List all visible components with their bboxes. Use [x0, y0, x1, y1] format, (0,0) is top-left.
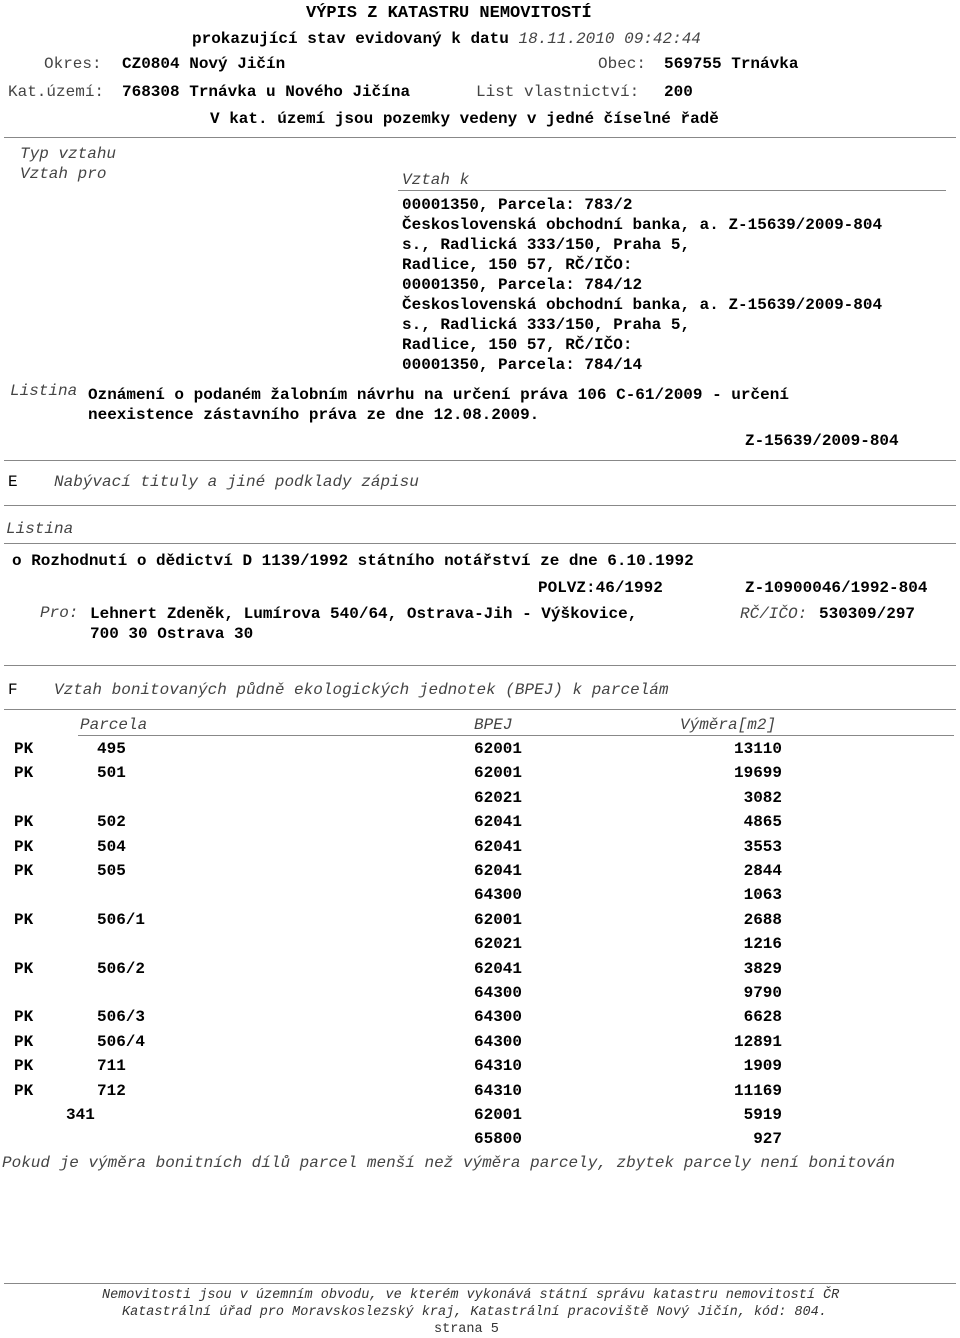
state-date-line [192, 29, 701, 49]
row-vymera: 3082 [743, 789, 782, 807]
row-vymera: 19699 [733, 764, 782, 782]
section-divider [4, 460, 956, 461]
section-e-title: Nabývací tituly a jiné podklady zápisu [54, 473, 419, 491]
row-parcela: 506/2 [97, 960, 146, 978]
row-bpej: 65800 [474, 1130, 523, 1148]
page-number: strana 5 [434, 1322, 499, 1337]
relation-for-label: Vztah pro [20, 165, 107, 183]
row-pk-marker: PK [14, 838, 34, 856]
decision-ref: Z-10900046/1992-804 [745, 579, 928, 597]
row-parcela: 495 [97, 740, 126, 758]
relation-line: 00001350, Parcela: 784/14 [402, 356, 643, 374]
row-bpej: 62001 [474, 740, 523, 758]
state-date-prefix: prokazující stav evidovaný k datu [192, 30, 509, 48]
relation-line: s., Radlická 333/150, Praha 5, [402, 316, 691, 334]
section-divider [4, 709, 956, 710]
row-bpej: 62041 [474, 838, 523, 856]
row-pk-marker: PK [14, 862, 34, 880]
rc-label: RČ/IČO: [740, 605, 808, 623]
state-date-value: 18.11.2010 09:42:44 [518, 30, 701, 48]
row-vymera: 2688 [743, 911, 782, 929]
row-pk-marker: PK [14, 1008, 34, 1026]
row-pk-marker: PK [14, 960, 34, 978]
table-header-divider [78, 735, 954, 736]
row-vymera: 4865 [743, 813, 782, 831]
obec-label: Obec: [598, 55, 647, 73]
row-vymera: 6628 [743, 1008, 782, 1026]
row-vymera: 1216 [743, 935, 782, 953]
row-bpej: 62041 [474, 960, 523, 978]
row-parcela: 504 [97, 838, 126, 856]
row-pk-marker: PK [14, 1033, 34, 1051]
relation-type-label: Typ vztahu [20, 145, 117, 163]
inheritance-decision: o Rozhodnutí o dědictví D 1139/1992 státního notářství ze dne 6.10.1992 [12, 552, 694, 570]
row-bpej: 62041 [474, 862, 523, 880]
row-pk-marker: PK [14, 764, 34, 782]
row-pk-marker: PK [14, 1057, 34, 1075]
okres-value: CZ0804 Nový Jičín [122, 55, 286, 73]
footer-divider [4, 1283, 956, 1284]
row-bpej: 62041 [474, 813, 523, 831]
column-header-vymera: Výměra[m2] [680, 716, 777, 734]
row-pk-marker: PK [14, 813, 34, 831]
row-pk-marker: PK [14, 740, 34, 758]
katuzemi-value: 768308 Trnávka u Nového Jičína [122, 83, 411, 101]
relation-listina-label: Listina [10, 382, 78, 400]
relation-line: Radlice, 150 57, RČ/IČO: [402, 256, 633, 274]
obec-value: 569755 Trnávka [664, 55, 799, 73]
owner-name: Lehnert Zdeněk, Lumírova 540/64, Ostrava-Jih - Výškovice, [90, 605, 638, 623]
section-f-letter: F [8, 681, 18, 699]
row-vymera: 1909 [743, 1057, 782, 1075]
row-parcela: 501 [97, 764, 126, 782]
document-title: VÝPIS Z KATASTRU NEMOVITOSTÍ [306, 4, 592, 23]
column-header-parcela: Parcela [80, 716, 148, 734]
row-vymera: 3829 [743, 960, 782, 978]
row-bpej: 64300 [474, 984, 523, 1002]
footer-line-2: Katastrální úřad pro Moravskoslezský kraj, Katastrální pracoviště Nový Jičín, kód: 804. [122, 1305, 827, 1320]
row-bpej: 64300 [474, 1008, 523, 1026]
header-divider [4, 137, 956, 138]
relation-divider [398, 190, 946, 191]
row-bpej: 64300 [474, 886, 523, 904]
row-vymera: 927 [753, 1130, 782, 1148]
row-bpej: 62021 [474, 935, 523, 953]
row-bpej: 62001 [474, 764, 523, 782]
okres-label: Okres: [44, 55, 102, 73]
row-bpej: 64310 [474, 1082, 523, 1100]
footer-line-1: Nemovitosti jsou v územním obvodu, ve kterém vykonává státní správu katastru nemovitostí ČR [102, 1288, 840, 1303]
row-vymera: 11169 [733, 1082, 782, 1100]
numbering-note: V kat. území jsou pozemky vedeny v jedné číselné řadě [210, 110, 719, 128]
section-divider [4, 665, 956, 666]
row-parcela: 506/4 [97, 1033, 146, 1051]
row-bpej: 64310 [474, 1057, 523, 1075]
row-vymera: 12891 [733, 1033, 782, 1051]
row-vymera: 13110 [733, 740, 782, 758]
section-f-title: Vztah bonitovaných půdně ekologických jednotek (BPEJ) k parcelám [54, 681, 669, 699]
polvz-number: POLVZ:46/1992 [538, 579, 663, 597]
section-divider [4, 505, 956, 506]
row-parcela: 712 [97, 1082, 126, 1100]
row-parcela: 506/3 [97, 1008, 146, 1026]
relation-line: Československá obchodní banka, a. Z-15639/2009-804 [402, 296, 883, 314]
rc-value: 530309/297 [819, 605, 916, 623]
row-vymera: 2844 [743, 862, 782, 880]
row-bpej: 62001 [474, 911, 523, 929]
relation-to-label: Vztah k [402, 171, 470, 189]
katuzemi-label: Kat.území: [8, 83, 105, 101]
section-e-letter: E [8, 473, 18, 491]
relation-line: s., Radlická 333/150, Praha 5, [402, 236, 691, 254]
row-parcela: 506/1 [97, 911, 146, 929]
owner-for-label: Pro: [40, 604, 79, 622]
row-bpej: 64300 [474, 1033, 523, 1051]
row-vymera: 1063 [743, 886, 782, 904]
listina-divider [4, 543, 956, 544]
relation-line: 00001350, Parcela: 784/12 [402, 276, 643, 294]
row-vymera: 5919 [743, 1106, 782, 1124]
row-bpej: 62021 [474, 789, 523, 807]
column-header-bpej: BPEJ [474, 716, 513, 734]
relation-listina-text: neexistence zástavního práva ze dne 12.08.2009. [88, 406, 540, 424]
row-bpej: 62001 [474, 1106, 523, 1124]
relation-listina-ref: Z-15639/2009-804 [745, 432, 899, 450]
row-parcela: 505 [97, 862, 126, 880]
owner-address: 700 30 Ostrava 30 [90, 625, 254, 643]
row-pk-marker: PK [14, 1082, 34, 1100]
bonitation-note: Pokud je výměra bonitních dílů parcel menší než výměra parcely, zbytek parcely není bonitován [2, 1154, 895, 1172]
row-vymera: 9790 [743, 984, 782, 1002]
section-e-listina-label: Listina [6, 520, 74, 538]
lv-value: 200 [664, 83, 693, 101]
relation-line: 00001350, Parcela: 783/2 [402, 196, 633, 214]
row-parcela: 502 [97, 813, 126, 831]
relation-line: Radlice, 150 57, RČ/IČO: [402, 336, 633, 354]
row-vymera: 3553 [743, 838, 782, 856]
relation-line: Československá obchodní banka, a. Z-15639/2009-804 [402, 216, 883, 234]
row-parcela: 341 [66, 1106, 95, 1124]
row-parcela: 711 [97, 1057, 126, 1075]
relation-listina-text: Oznámení o podaném žalobním návrhu na určení práva 106 C-61/2009 - určení [88, 386, 789, 404]
row-pk-marker: PK [14, 911, 34, 929]
lv-label: List vlastnictví: [476, 83, 640, 101]
